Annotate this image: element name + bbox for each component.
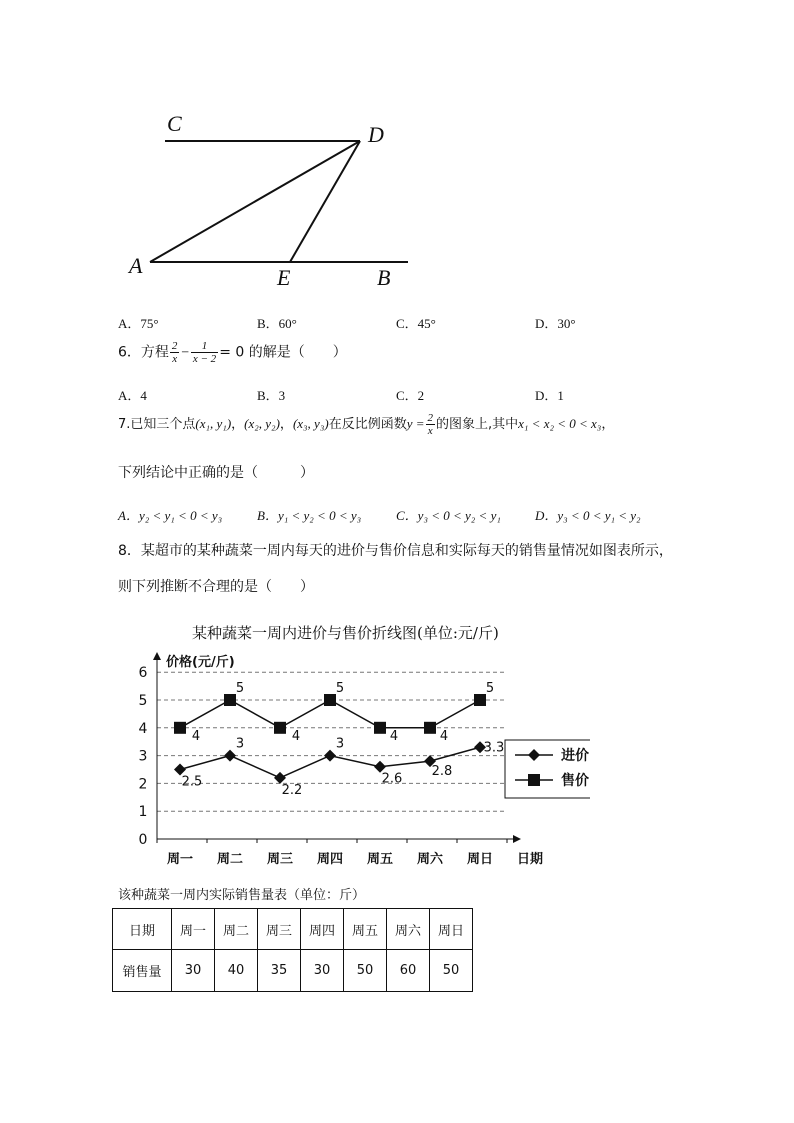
data-point-diamond [324,750,336,762]
q7-sep-2: ， [279,417,293,432]
q5-choice-c[interactable]: C．45° [396,316,436,331]
data-label: 3 [235,736,245,752]
label-a: A [129,253,143,278]
q6-prefix: 6．方程 [118,344,169,361]
table-cell: 周二 [215,909,258,950]
table-cell: 40 [215,950,258,992]
question-6 [118,340,347,365]
data-label: 5 [335,681,345,696]
chart-title: 某种蔬菜一周内进价与售价折线图(单位:元/斤) [192,624,499,642]
y-tick-label: 2 [138,776,148,793]
q6-fraction-1: $\frac{2}{x}$ [171,340,178,365]
table-cell: 60 [387,950,430,992]
sales-table-caption: 该种蔬菜一周内实际销售量表（单位：斤） [118,888,366,903]
q6-choice-d[interactable]: D．1 [535,388,564,403]
q8-line-1: 8．某超市的某种蔬菜一周内每天的进价与售价信息和实际每天的销售量情况如图表所示， [118,543,673,559]
q6-minus: − [180,345,190,361]
q7-point-2: (x₂, y₂) [244,416,280,431]
q7-mid2: 的图象上,其中 [436,417,519,432]
legend-label: 进价 [561,748,589,764]
legend-label: 售价 [561,773,589,789]
price-line-chart [120,650,590,875]
label-c: C [167,111,182,136]
x-axis-label: 日期 [516,852,544,867]
q7-mid: 在反比例函数 [328,417,407,432]
y-tick-label: 1 [138,804,148,821]
data-point-diamond [224,750,236,762]
table-cell: 30 [301,950,344,992]
y-tick-label: 0 [138,832,148,848]
x-tick-label: 周五 [366,852,394,867]
x-tick-label: 周三 [266,852,294,867]
table-cell: 周一 [172,909,215,950]
q7-line-2: 下列结论中正确的是（ ） [118,465,314,481]
q5-choice-d[interactable]: D．30° [535,316,576,331]
table-cell: 周六 [387,909,430,950]
y-axis-label: 价格(元/斤) [166,655,235,670]
table-cell: 销售量 [113,950,172,992]
legend-square-marker [528,774,540,786]
data-point-square [274,722,286,734]
data-label: 3.3 [483,740,505,756]
q6-fraction-2: $\frac{1}{x - 2}$ [192,340,217,365]
q6-choice-b[interactable]: B．3 [257,388,286,403]
q7-choice-a[interactable]: A．y₂ < y₁ < 0 < y₃ [118,508,223,523]
data-point-square [174,722,186,734]
data-label: 2.2 [281,782,303,798]
table-cell: 50 [430,950,473,992]
q7-fraction: $\frac{2}{x}$ [427,412,433,437]
sales-table-data-row [113,950,473,992]
table-cell: 35 [258,950,301,992]
segment-ad [150,141,360,262]
question-7 [118,412,614,437]
q7-prefix: 7.已知三个点 [118,417,196,432]
q7-point-1: (x₁, y₁) [195,416,232,431]
segment-de [290,141,360,262]
data-label: 5 [485,681,495,696]
data-label: 4 [291,728,301,744]
y-tick-label: 3 [138,748,148,765]
x-tick-label: 周日 [466,852,494,867]
x-tick-label: 周二 [216,852,244,867]
table-cell: 30 [172,950,215,992]
q7-choice-b[interactable]: B．y₁ < y₂ < 0 < y₃ [257,508,362,523]
q6-choice-a[interactable]: A．4 [118,388,147,403]
q7-end: ， [601,417,615,432]
y-tick-label: 6 [138,665,148,682]
y-tick-label: 5 [138,693,148,709]
q5-choice-b[interactable]: B．60° [257,316,297,331]
x-tick-label: 周四 [316,852,344,867]
label-d: D [368,122,384,147]
q8-line-2: 则下列推断不合理的是（ ） [118,579,314,595]
q7-point-3: (x₃, y₃) [292,416,329,431]
q7-choice-d[interactable]: D．y₃ < 0 < y₁ < y₂ [535,508,641,523]
data-point-square [374,722,386,734]
sales-table-header-row [113,909,473,950]
data-label: 2.8 [431,764,453,780]
q7-condition: x₁ < x₂ < 0 < x₃ [518,416,602,431]
data-label: 2.6 [381,771,403,787]
data-label: 4 [439,728,449,744]
q7-sep-1: ， [231,417,245,432]
q7-fn-lhs: y = [406,416,425,431]
data-point-square [224,694,236,706]
data-label: 2.5 [181,774,203,790]
q6-choice-c[interactable]: C．2 [396,388,425,403]
data-label: 4 [191,728,201,744]
table-cell: 周三 [258,909,301,950]
label-e: E [277,265,291,290]
x-axis-arrow [513,835,521,843]
q5-choice-a[interactable]: A．75° [118,316,159,331]
data-label: 5 [235,681,245,696]
q7-choice-c[interactable]: C．y₃ < 0 < y₂ < y₁ [396,508,501,523]
sales-table [112,908,473,992]
table-cell: 日期 [113,909,172,950]
table-cell: 50 [344,950,387,992]
y-axis-arrow [153,652,161,660]
table-cell: 周日 [430,909,473,950]
data-point-square [474,694,486,706]
data-label: 3 [335,736,345,752]
q6-tail: = 0 的解是（ ） [219,344,347,361]
data-point-square [324,694,336,706]
data-label: 4 [389,728,399,744]
table-cell: 周四 [301,909,344,950]
x-tick-label: 周一 [166,852,194,867]
label-b: B [377,265,391,290]
table-cell: 周五 [344,909,387,950]
data-point-square [424,722,436,734]
x-tick-label: 周六 [416,852,444,867]
y-tick-label: 4 [138,720,148,737]
